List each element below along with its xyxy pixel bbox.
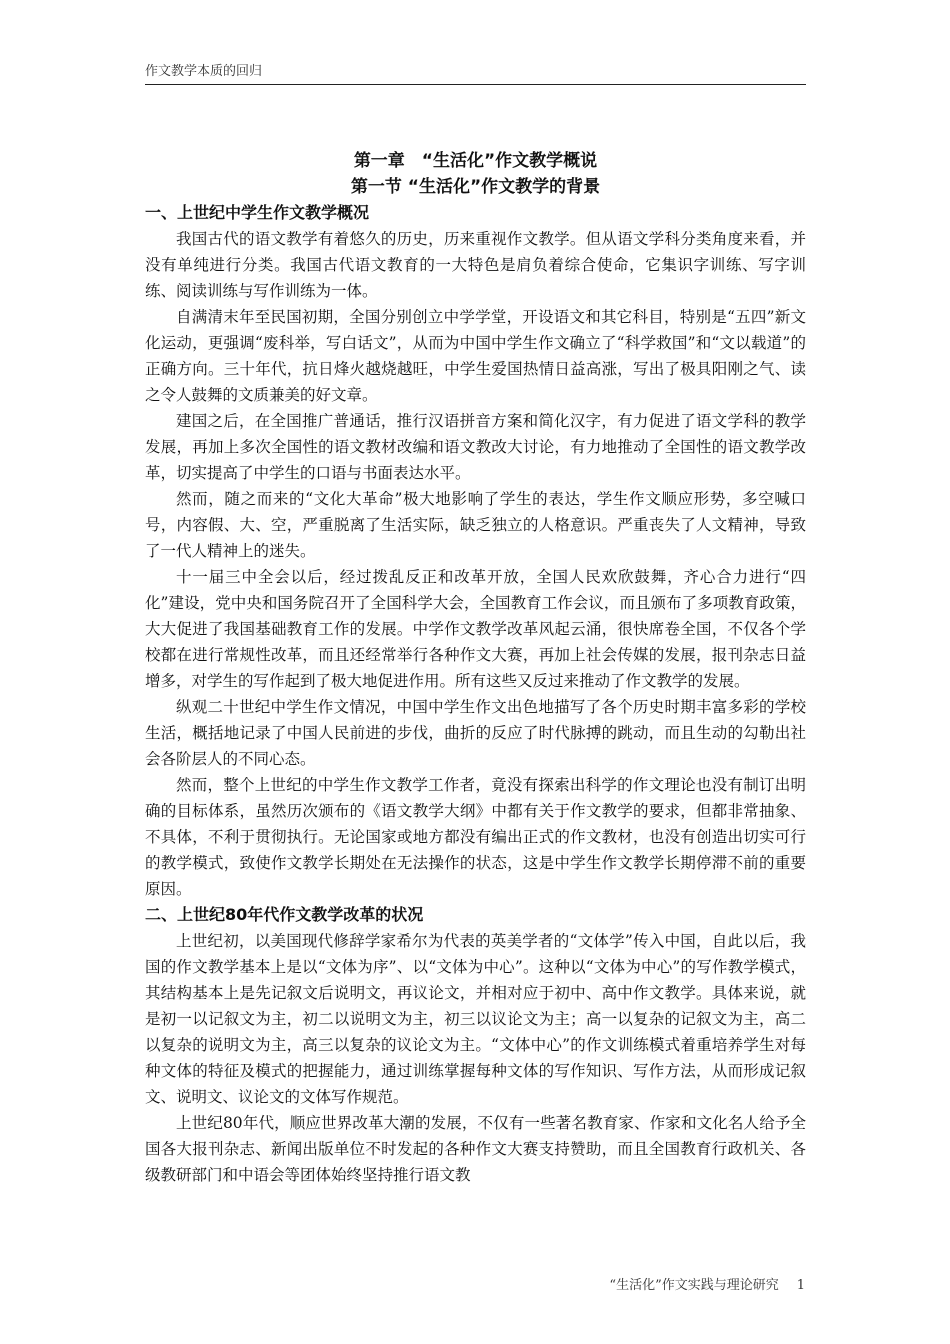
running-header bbox=[145, 62, 806, 85]
paragraph: 我国古代的语文教学有着悠久的历史，历来重视作文教学。但从语文学科分类角度来看，并没有单纯进行分类。我国古代语文教育的一大特色是肩负着综合使命，它集识字训练、写字训练、阅读训练与写作训练为一体。 bbox=[145, 230, 806, 300]
paragraph: 纵观二十世纪中学生作文情况，中国中学生作文出色地描写了各个历史时期丰富多彩的学校生活，概括地记录了中国人民前进的步伐，曲折的反应了时代脉搏的跳动，而且生动的勾勒出社会各阶层人的不同心态。 bbox=[145, 698, 806, 768]
footer-book-title: “生活化”作文实践与理论研究 bbox=[609, 1278, 779, 1293]
page-body bbox=[145, 148, 806, 1188]
page-footer bbox=[609, 1276, 805, 1296]
page-number: 1 bbox=[796, 1278, 805, 1293]
paragraph: 上世纪初，以美国现代修辞学家希尔为代表的英美学者的“文体学”传入中国，自此以后，我国的作文教学基本上是以“文体为序”、以“文体为中心”。这种以“文体为中心”的写作教学模式，其结构基本上是先记叙文后说明文，再议论文，并相对应于初中、高中作文教学。具体来说，就是初一以记叙文为主，初二以说明文为主，初三以议论文为主；高一以复杂的记叙文为主，高二以复杂的说明文为主，高三以复杂的议论文为主。“文体中心”的作文训练模式着重培养学生对每种文体的特征及模式的把握能力，通过训练掌握每种文体的写作知识、写作方法，从而形成记叙文、说明文、议论文的文体写作规范。 bbox=[145, 932, 806, 1106]
paragraph: 建国之后，在全国推广普通话，推行汉语拼音方案和简化汉字，有力促进了语文学科的教学发展，再加上多次全国性的语文教材改编和语文教改大讨论，有力地推动了全国性的语文教学改革，切实提高了中学生的口语与书面表达水平。 bbox=[145, 412, 806, 482]
paragraph: 然而，整个上世纪的中学生作文教学工作者，竟没有探索出科学的作文理论也没有制订出明确的目标体系，虽然历次颁布的《语文教学大纲》中都有关于作文教学的要求，但都非常抽象、不具体，不利于贯彻执行。无论国家或地方都没有编出正式的作文教材，也没有创造出切实可行的教学模式，致使作文教学长期处在无法操作的状态，这是中学生作文教学长期停滞不前的重要原因。 bbox=[145, 776, 806, 898]
subsection-heading-2: 二、上世纪80年代作文教学改革的状况 bbox=[145, 905, 424, 924]
paragraph: 自满清末年至民国初期，全国分别创立中学学堂，开设语文和其它科目，特别是“五四”新文化运动，更强调“废科举，写白话文”，从而为中国中学生作文确立了“科学救国”和“文以载道”的正确方向。三十年代，抗日烽火越烧越旺，中学生爱国热情日益高涨，写出了极具阳刚之气、读之令人鼓舞的文质兼美的好文章。 bbox=[145, 308, 806, 404]
chapter-title: 第一章 “生活化”作文教学概说 bbox=[353, 151, 598, 171]
section-title: 第一节 “生活化”作文教学的背景 bbox=[350, 177, 601, 197]
paragraph: 然而，随之而来的“文化大革命”极大地影响了学生的表达，学生作文顺应形势，多空喊口号，内容假、大、空，严重脱离了生活实际，缺乏独立的人格意识。严重丧失了人文精神，导致了一代人精神上的迷失。 bbox=[145, 490, 806, 560]
subsection-heading-1: 一、上世纪中学生作文教学概况 bbox=[145, 203, 370, 222]
paragraph: 十一届三中全会以后，经过拨乱反正和改革开放，全国人民欢欣鼓舞，齐心合力进行“四化”建设，党中央和国务院召开了全国科学大会，全国教育工作会议，而且颁布了多项教育政策，大大促进了我国基础教育工作的发展。中学作文教学改革风起云涌，很快席卷全国，不仅各个学校都在进行常规性改革，而且还经常举行各种作文大赛，再加上社会传媒的发展，报刊杂志日益增多，对学生的写作起到了极大地促进作用。所有这些又反过来推动了作文教学的发展。 bbox=[145, 568, 806, 690]
running-title: 作文教学本质的回归 bbox=[145, 64, 263, 79]
paragraph: 上世纪80年代，顺应世界改革大潮的发展，不仅有一些著名教育家、作家和文化名人给予全国各大报刊杂志、新闻出版单位不时发起的各种作文大赛支持赞助，而且全国教育行政机关、各级教研部门和中语会等团体始终坚持推行语文教 bbox=[145, 1114, 806, 1184]
